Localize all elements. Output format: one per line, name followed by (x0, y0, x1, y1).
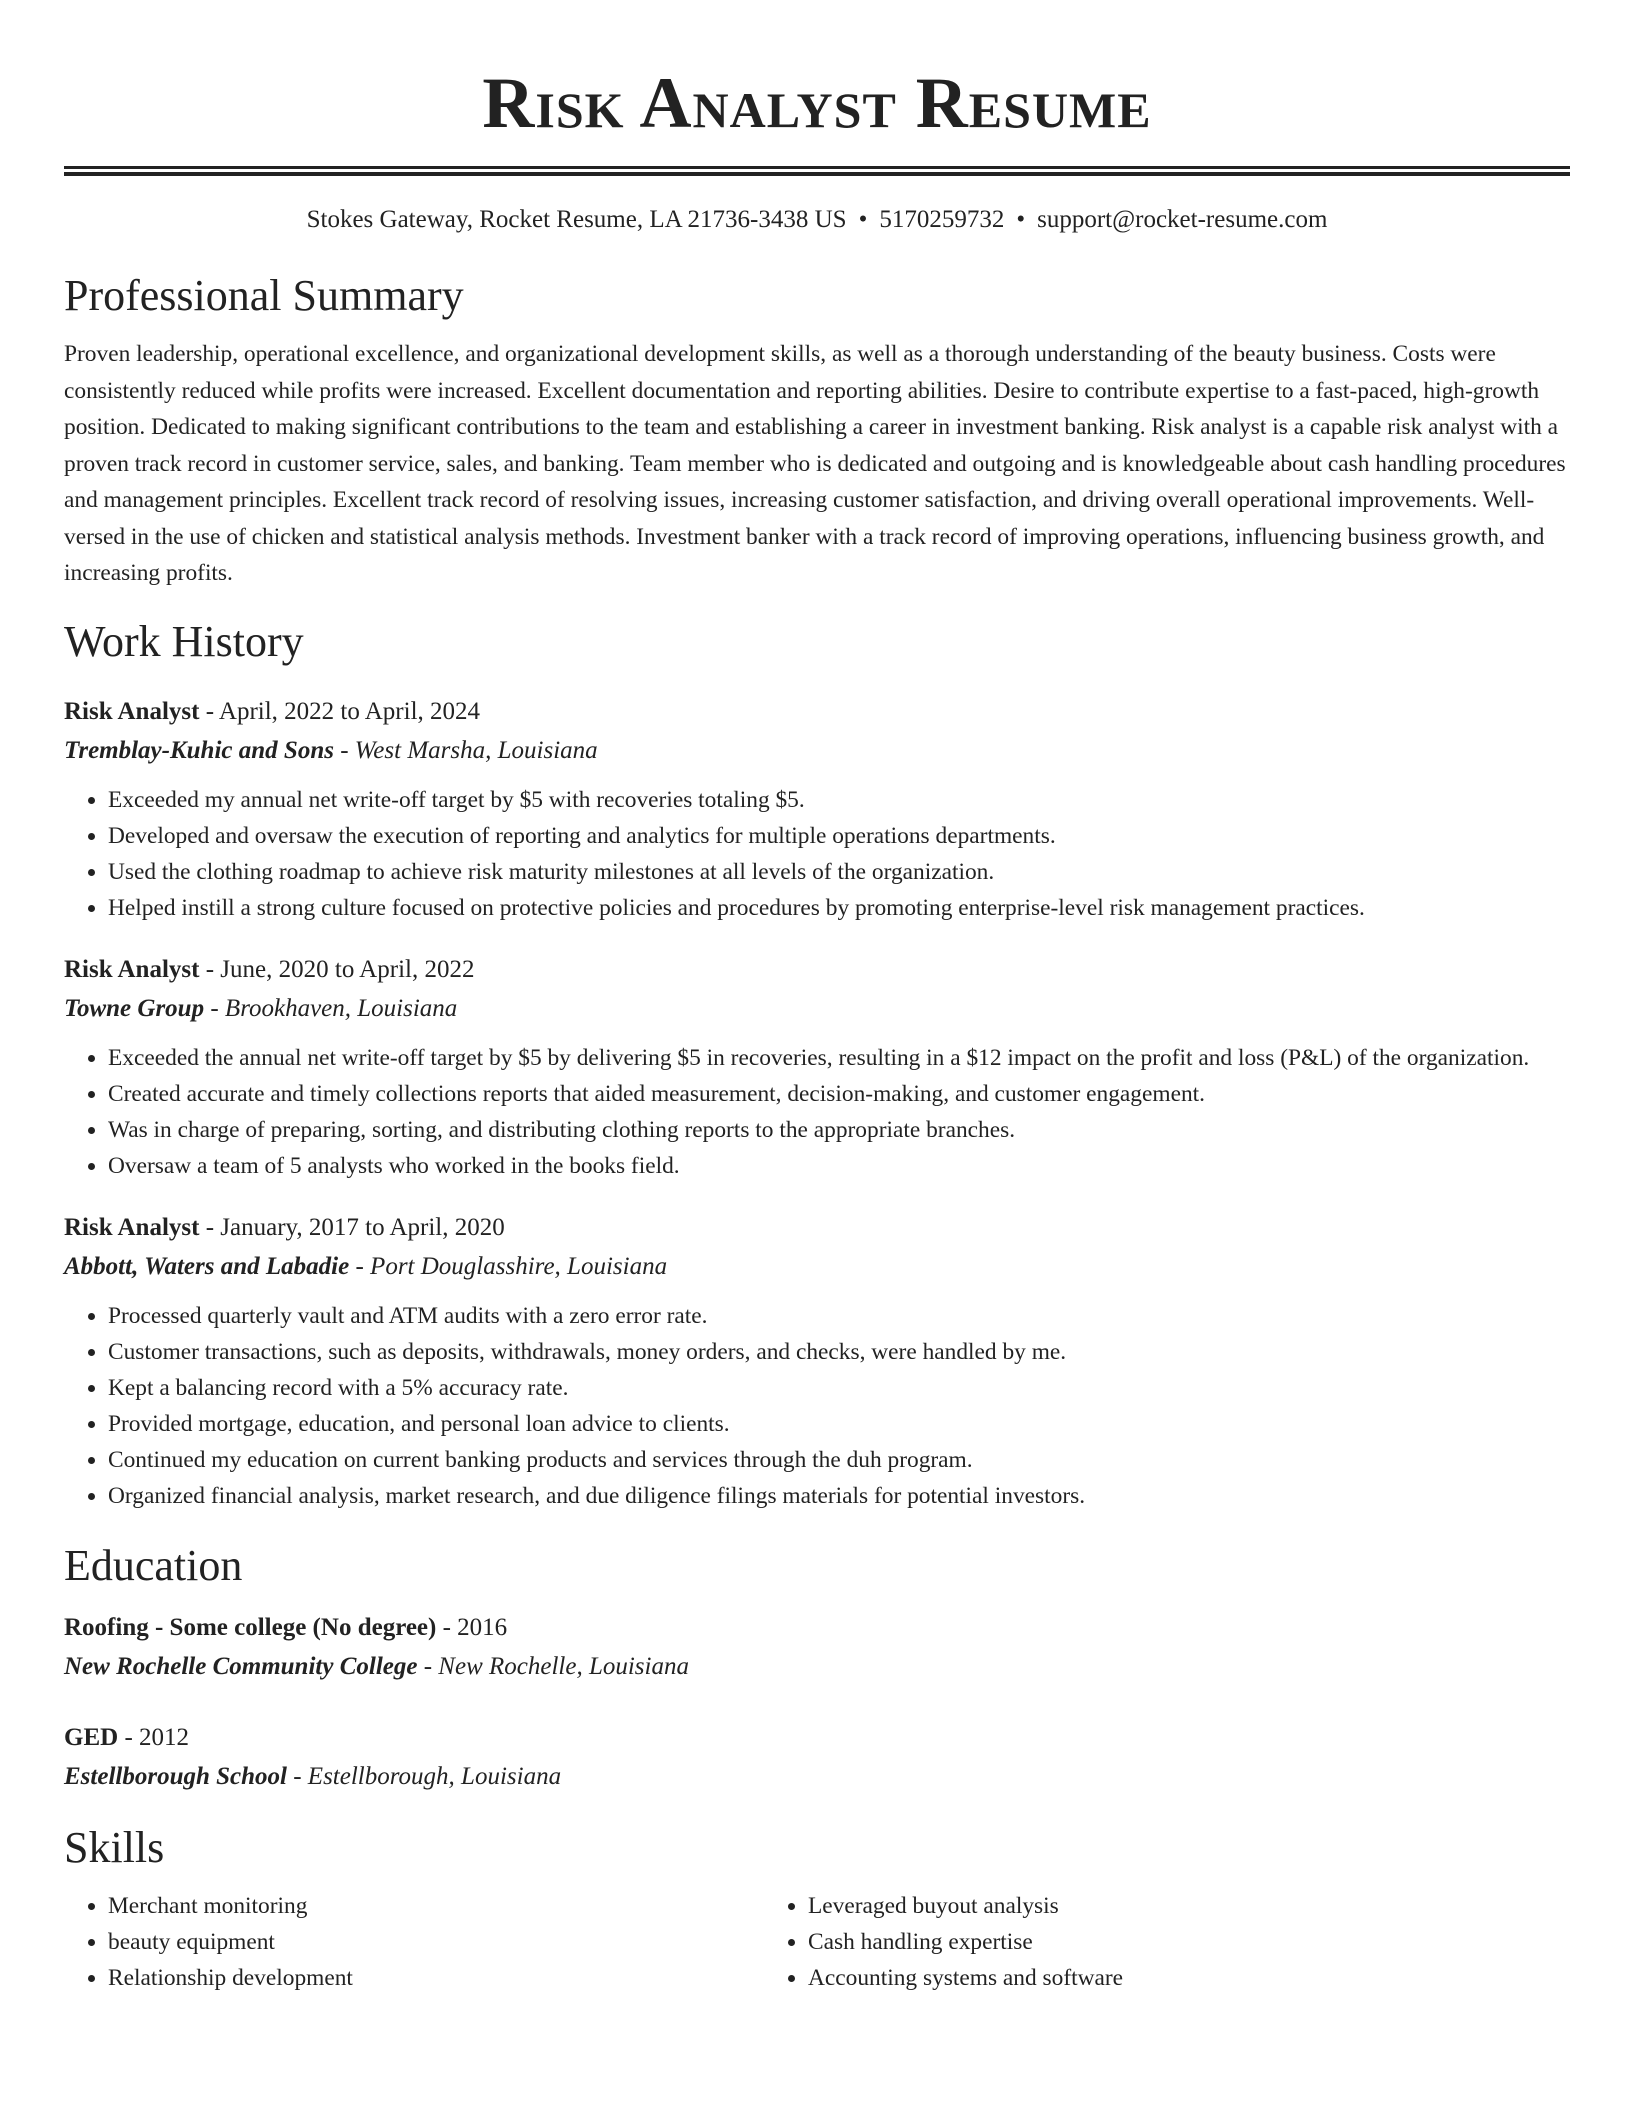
job-title: Risk Analyst (64, 697, 200, 725)
job-bullets (64, 1040, 1570, 1184)
job-bullet: • Was in charge of preparing, sorting, and distributing clothing reports to the appropriate branches. (108, 1112, 1570, 1148)
education-year: - 2012 (118, 1723, 190, 1751)
job-company-line (64, 1247, 1570, 1286)
contact-separator: • (1016, 206, 1026, 233)
resume-page (64, 0, 1570, 1996)
job-title: Risk Analyst (64, 1213, 200, 1241)
job-company: Towne Group (64, 994, 205, 1022)
job-bullet: • Customer transactions, such as deposits, withdrawals, money orders, and checks, were handled by me. (108, 1334, 1570, 1370)
job-location: - Port Douglasshire, Louisiana (349, 1252, 668, 1280)
job-dates: - June, 2020 to April, 2022 (199, 955, 475, 983)
job-title-line (64, 692, 1570, 731)
job-bullet: • Helped instill a strong culture focused on protective policies and procedures by promoting enterprise-level risk management practices. (108, 890, 1570, 926)
education-degree: GED (64, 1723, 119, 1751)
job-dates: - January, 2017 to April, 2020 (199, 1213, 505, 1241)
skill-item: • Accounting systems and software (808, 1960, 1464, 1996)
job-bullet: • Created accurate and timely collections reports that aided measurement, decision-making, and customer engagement. (108, 1076, 1570, 1112)
education-entry (64, 1608, 1570, 1686)
skill-item: • Cash handling expertise (808, 1924, 1464, 1960)
education-degree-line (64, 1718, 1570, 1757)
contact-line (64, 204, 1570, 236)
skill-item: • Merchant monitoring (108, 1888, 764, 1924)
job-bullet: • Organized financial analysis, market research, and due diligence filings materials for potential investors. (108, 1478, 1570, 1514)
job-company: Abbott, Waters and Labadie (64, 1252, 350, 1280)
contact-phone: 5170259732 (879, 206, 1005, 233)
skills-columns (64, 1888, 1570, 1996)
education-school: Estellborough School (64, 1762, 287, 1790)
job-entry (64, 692, 1570, 926)
job-entry (64, 1208, 1570, 1514)
resume-title: Risk Analyst Resume (482, 63, 1152, 143)
job-company-line (64, 989, 1570, 1028)
job-bullets (64, 1298, 1570, 1514)
job-bullet: • Provided mortgage, education, and personal loan advice to clients. (108, 1406, 1570, 1442)
education-school-line (64, 1757, 1570, 1796)
education-school: New Rochelle Community College (64, 1652, 418, 1680)
education-entry (64, 1718, 1570, 1796)
education-year: - 2016 (436, 1613, 508, 1641)
education-degree: Roofing - Some college (No degree) (64, 1613, 437, 1641)
job-location: - Brookhaven, Louisiana (204, 994, 458, 1022)
skill-item: • beauty equipment (108, 1924, 764, 1960)
job-title-line (64, 1208, 1570, 1247)
job-title-line (64, 950, 1570, 989)
job-bullet: • Kept a balancing record with a 5% accuracy rate. (108, 1370, 1570, 1406)
job-bullet: • Exceeded the annual net write-off target by $5 by delivering $5 in recoveries, resulting in a $12 impact on the profit and loss (P&L) of the organization. (108, 1040, 1570, 1076)
education-heading: Education (64, 1540, 243, 1590)
education-location: - Estellborough, Louisiana (286, 1762, 562, 1790)
job-title: Risk Analyst (64, 955, 200, 983)
skills-heading: Skills (64, 1822, 165, 1872)
job-bullet: • Continued my education on current banking products and services through the duh program. (108, 1442, 1570, 1478)
job-bullet: • Processed quarterly vault and ATM audits with a zero error rate. (108, 1298, 1570, 1334)
title-divider (64, 166, 1570, 176)
contact-separator: • (858, 206, 868, 233)
job-company-line (64, 731, 1570, 770)
job-dates: - April, 2022 to April, 2024 (199, 697, 481, 725)
contact-address: Stokes Gateway, Rocket Resume, LA 21736-3438 US (306, 206, 847, 233)
job-location: - West Marsha, Louisiana (333, 736, 598, 764)
skills-list-left (64, 1888, 764, 1996)
contact-email: support@rocket-resume.com (1037, 206, 1328, 233)
work-history-heading: Work History (64, 616, 304, 666)
summary-text: Proven leadership, operational excellence, and organizational development skills, as well as a thorough understanding of the beauty business. Costs were consistently reduced while profits were increased. Excellent documentation and reporting abilities. Desire to contribute expertise to a fast-paced, high-growth position. Dedicated to making significant contributions to the team and establishing a career in investment banking. Risk analyst is a capable risk analyst with a proven track record in customer service, sales, and banking. Team member who is dedicated and outgoing and is knowledgeable about cash handling procedures and management principles. Excellent track record of resolving issues, increasing customer satisfaction, and driving overall operational improvements. Well-versed in the use of chicken and statistical analysis methods. Investment banker with a track record of improving operations, influencing business growth, and increasing profits. (64, 341, 1566, 586)
skill-item: • Relationship development (108, 1960, 764, 1996)
education-location: - New Rochelle, Louisiana (417, 1652, 689, 1680)
job-bullet: • Exceeded my annual net write-off target by $5 with recoveries totaling $5. (108, 782, 1570, 818)
job-bullet: • Used the clothing roadmap to achieve risk maturity milestones at all levels of the organization. (108, 854, 1570, 890)
job-bullet: • Developed and oversaw the execution of reporting and analytics for multiple operations departments. (108, 818, 1570, 854)
education-school-line (64, 1647, 1570, 1686)
skill-item: • Leveraged buyout analysis (808, 1888, 1464, 1924)
summary-heading: Professional Summary (64, 271, 464, 320)
skills-list-right (764, 1888, 1464, 1996)
job-bullet: • Oversaw a team of 5 analysts who worked in the books field. (108, 1148, 1570, 1184)
job-bullets (64, 782, 1570, 926)
job-entry (64, 950, 1570, 1184)
job-company: Tremblay-Kuhic and Sons (64, 736, 334, 764)
education-degree-line (64, 1608, 1570, 1647)
